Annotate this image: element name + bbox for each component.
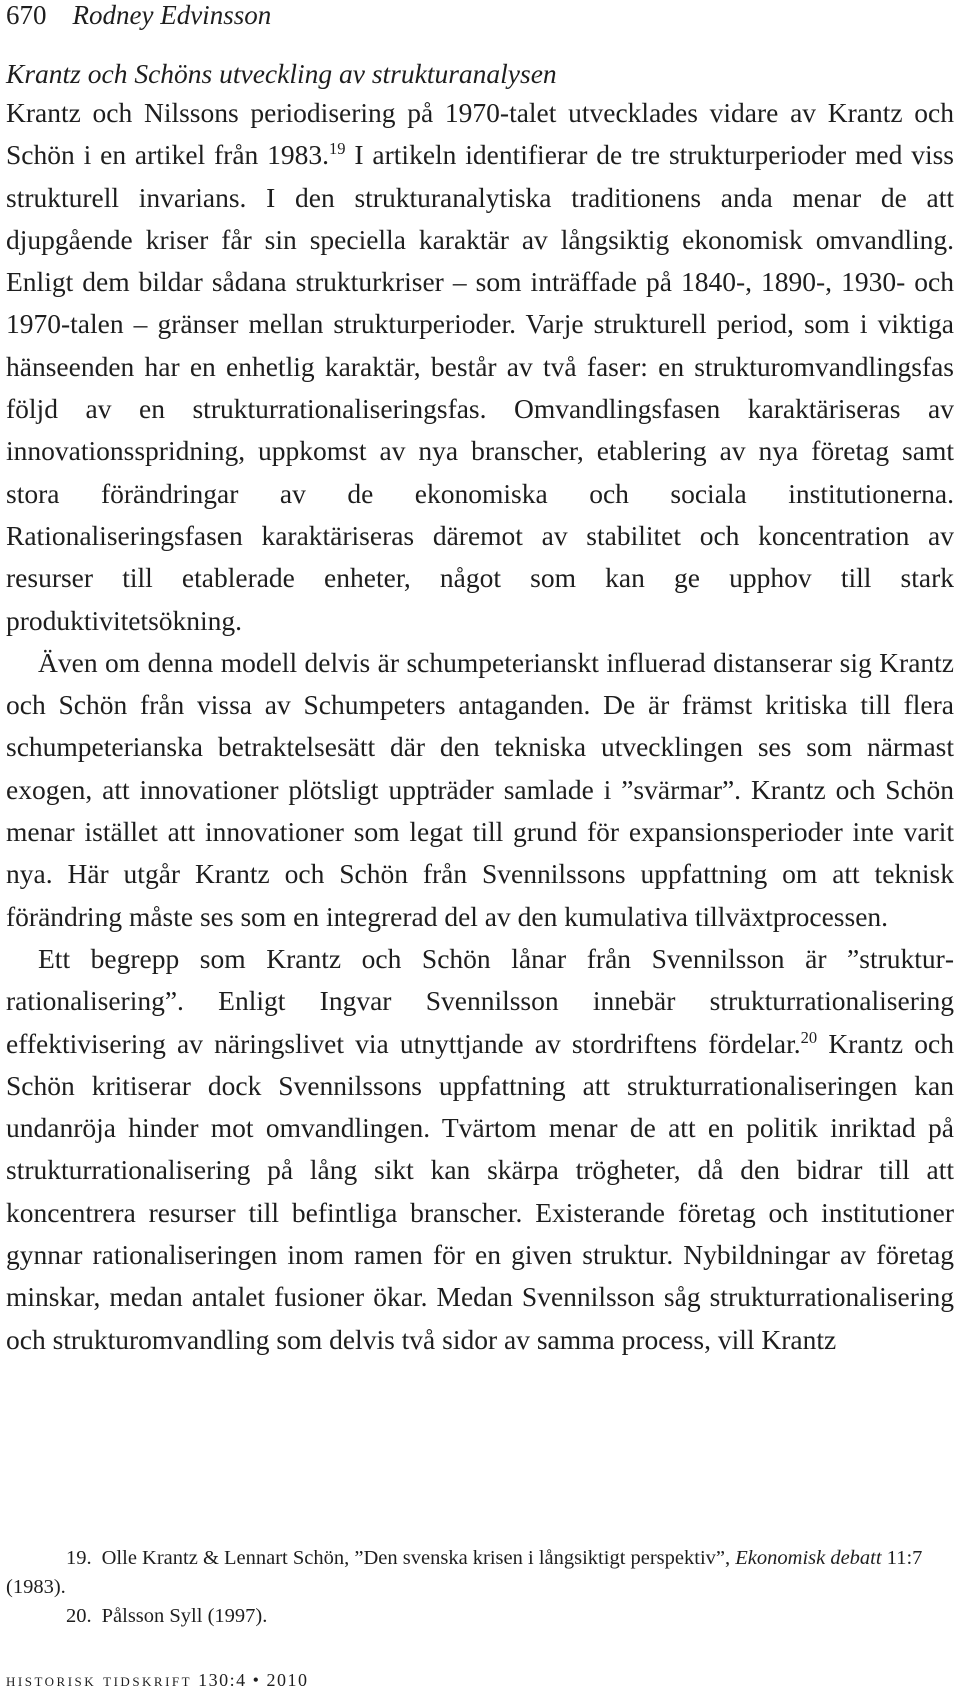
page-number: 670 <box>6 0 47 30</box>
footnote-ref-20: 20 <box>800 1027 818 1047</box>
footnote-19-journal: Ekonomisk debatt <box>735 1547 882 1569</box>
footer-separator: • <box>252 1670 261 1690</box>
running-head <box>6 0 271 30</box>
footer-issue: 130:4 <box>198 1670 247 1690</box>
body-text <box>6 92 954 1361</box>
footer-year: 2010 <box>266 1670 309 1690</box>
journal-footer <box>6 1669 308 1691</box>
paragraph-1-text-a: Krantz och Nilssons periodisering på 1970-talet utvecklades vidare av Krantz och Schön i en artikel från 1983. <box>6 97 954 171</box>
paragraph-3-text-b: Krantz och Schön kritiserar dock Svennilssons uppfattning att strukturrationaliseringen kan undanröja hinder mot omvandlingen. Tvärtom menar de att en politik inriktad på strukturrationalisering på lång sikt kan skärpa trögheter, då den bidrar till att koncentrera resurser till befintliga branscher. Existerande företag och institutioner gynnar rationaliseringen inom ramen för en given struktur. Nybildningar av företag minskar, medan antalet fusioner ökar. Medan Svennilsson såg strukturrationalisering och strukturomvandling som delvis två sidor av samma process, vill Krantz <box>6 1027 954 1355</box>
footer-journal: historisk tidskrift <box>6 1670 193 1690</box>
footnote-19-number: 19. <box>66 1547 92 1569</box>
footnote-ref-19: 19 <box>329 139 346 159</box>
footnote-20-text: Pålsson Syll (1997). <box>101 1605 268 1627</box>
footnote-19-tail: 11:7 (1983). <box>6 1547 923 1598</box>
paragraph-1-text-b: I artikeln identifierar de tre strukturperioder med viss strukturell invarians. I den strukturanalytiska traditionens anda menar de att djupgående kriser får sin speciella karaktär av långsiktig ekonomisk omvandling. Enligt dem bildar sådana strukturkriser – som inträffade på 1840-, 1890-, 1930- och 1970-talen – gränser mellan strukturperioder. Varje strukturell period, som i viktiga hänseenden har en enhetlig karaktär, består av två faser: en strukturomvandlingsfas följd av en strukturrationaliseringsfas. Omvandlingsfasen karaktäriseras av innovationsspridning, uppkomst av nya branscher, etablering av nya företag samt stora förändringar av de ekonomiska och sociala institutionerna. Rationaliseringsfasen karaktäriseras däremot av stabilitet och koncentration av resurser till etablerade enheter, något som kan ge upphov till stark produktivitetsökning. <box>6 139 954 636</box>
footnote-20-number: 20. <box>66 1605 92 1627</box>
paragraph-3-text-a: Ett begrepp som Krantz och Schön lånar från Svennilsson är ”strukturrationalisering”. Enligt Ingvar Svennilsson innebär strukturrationalisering effektivisering av näringslivet via utnyttjande av stordriftens fördelar. <box>6 942 954 1059</box>
paragraph-2: Även om denna modell delvis är schumpeterianskt influerad distanserar sig Krantz och Schön från vissa av Schumpeters antaganden. De är främst kritiska till flera schumpeterianska betraktelsesätt där den tekniska utvecklingen ses som närmast exogen, att innovationer plötsligt uppträder samlade i ”svärmar”. Krantz och Schön menar istället att innovationer som legat till grund för expansionsperioder inte varit nya. Här utgår Krantz och Schön från Svennilssons uppfattning om att teknisk förändring måste ses som en integrerad del av den kumulativa tillväxtprocessen. <box>6 646 954 932</box>
paragraph-3 <box>6 938 954 1361</box>
running-head-author: Rodney Edvinsson <box>72 0 272 30</box>
footnote-20 <box>6 1602 954 1631</box>
footnote-19-text: Olle Krantz & Lennart Schön, ”Den svenska krisen i långsiktigt perspektiv”, <box>101 1547 736 1569</box>
section-heading: Krantz och Schöns utveckling av strukturanalysen <box>6 58 557 89</box>
footnotes <box>6 1544 954 1631</box>
paragraph-1 <box>6 92 954 642</box>
footnote-19 <box>6 1544 954 1602</box>
